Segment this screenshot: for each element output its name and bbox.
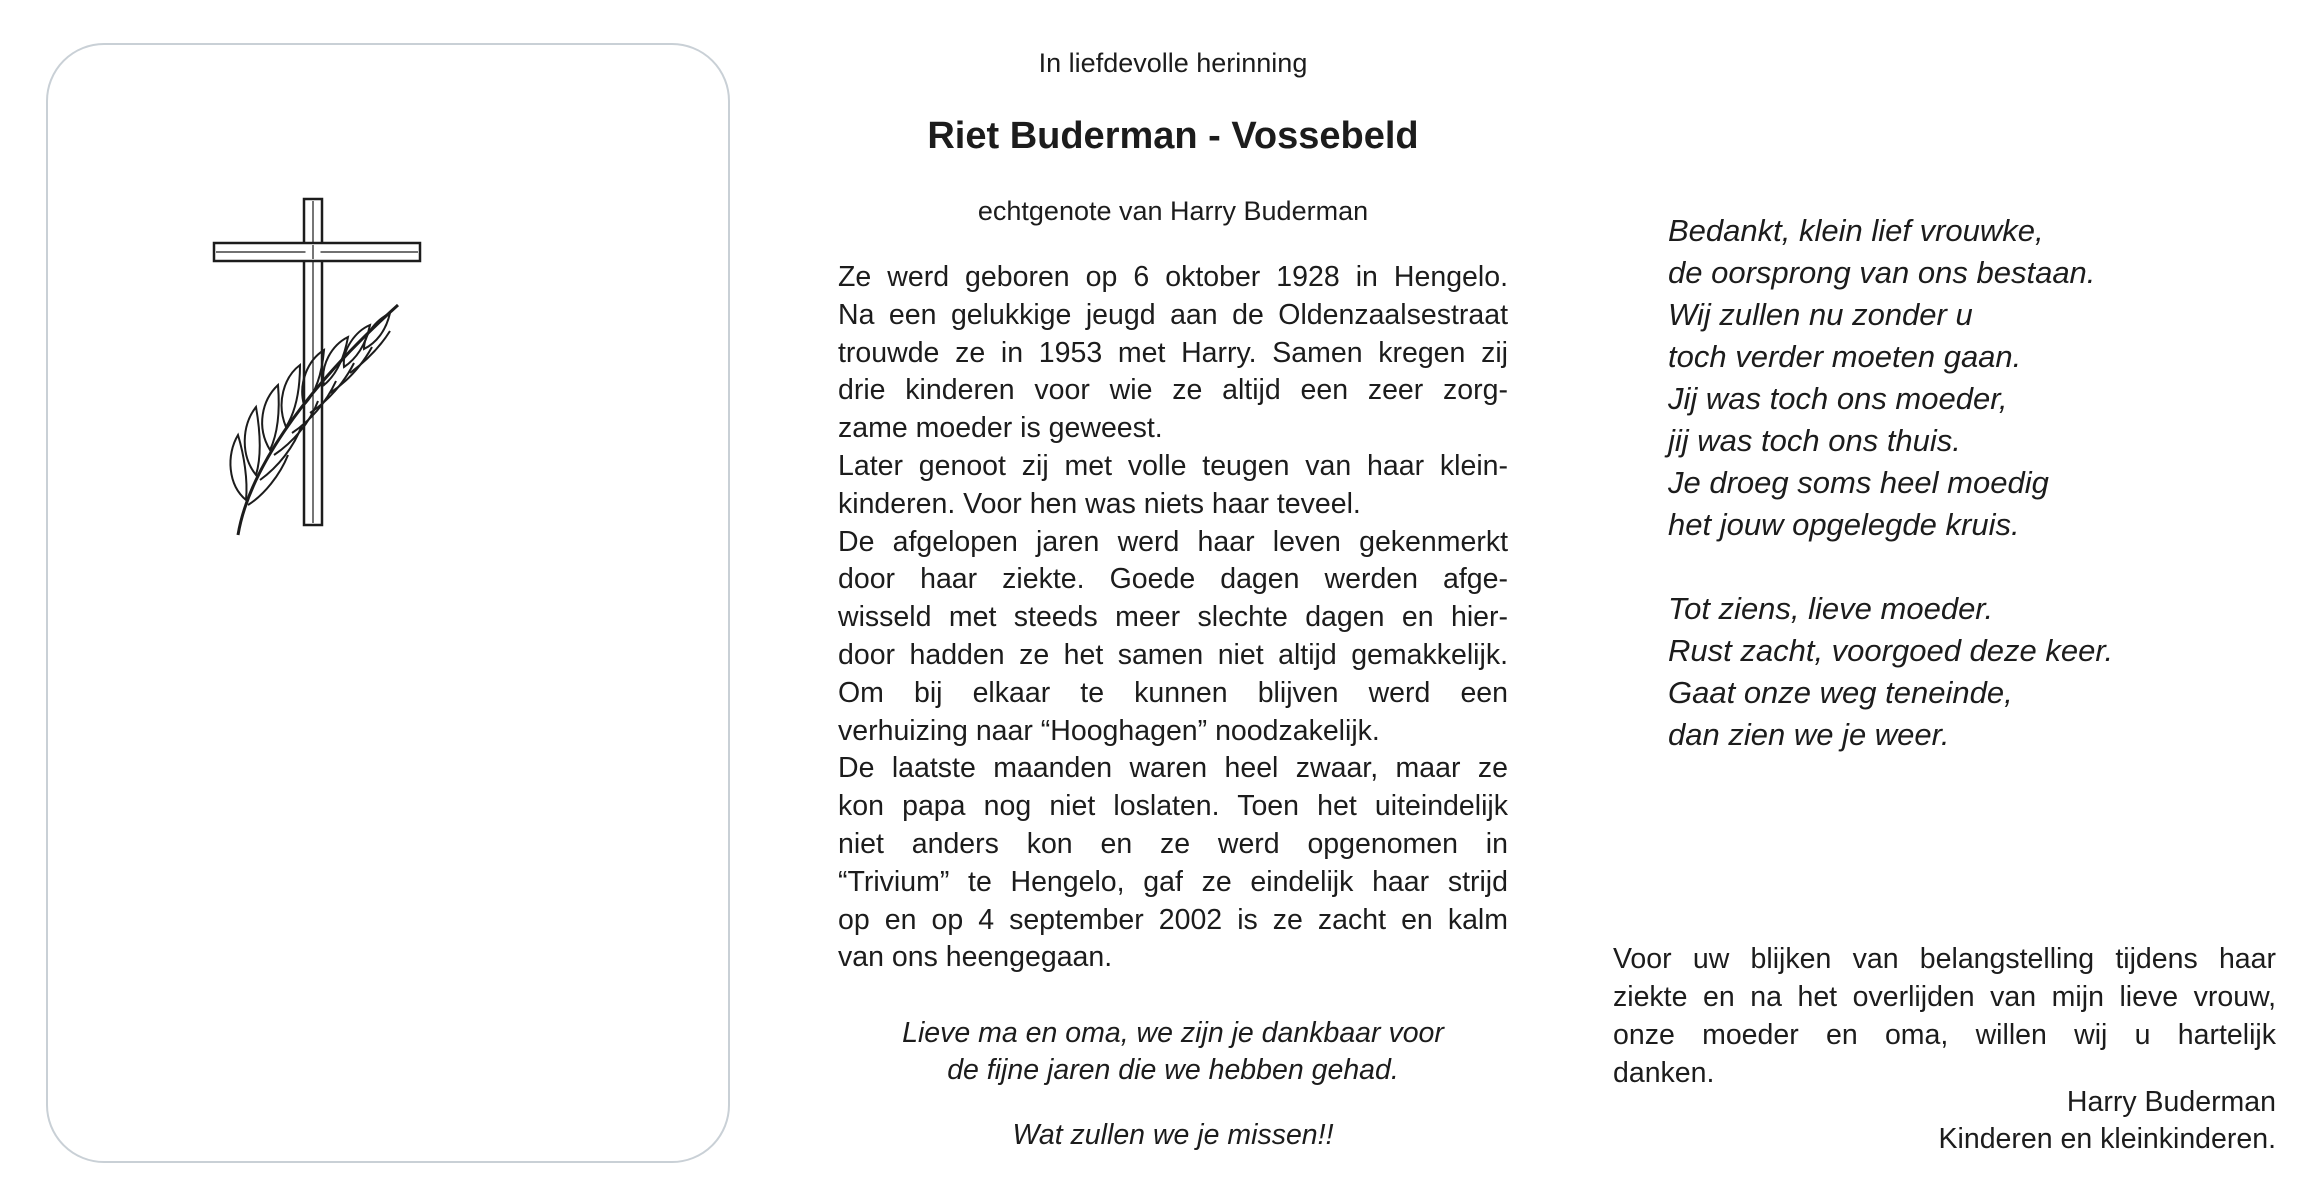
- biography: [838, 259, 1508, 977]
- bio-line: wisseld met steeds meer slechte dagen en hier-: [838, 601, 1508, 634]
- signature-name: Harry Buderman: [2066, 1086, 2276, 1118]
- thanks-line: ziekte en na het overlijden van mijn lieve vrouw,: [1613, 981, 2276, 1013]
- bio-line: Na een gelukkige jeugd aan de Oldenzaalsestraat: [838, 298, 1508, 331]
- poem-line: Jij was toch ons moeder,: [1668, 381, 2008, 416]
- bio-line: kon papa nog niet loslaten. Toen het uiteindelijk: [838, 790, 1508, 823]
- bio-line: kinderen. Voor hen was niets haar teveel.: [838, 487, 1361, 520]
- thanks-line: onze moeder en oma, willen wij u hartelijk: [1613, 1019, 2276, 1051]
- bio-line: van ons heengegaan.: [838, 941, 1113, 974]
- poem-line: de oorsprong van ons bestaan.: [1668, 255, 2096, 290]
- closing-line: de fijne jaren die we hebben gehad.: [947, 1054, 1399, 1087]
- poem-line: Bedankt, klein lief vrouwke,: [1668, 213, 2044, 248]
- bio-line: door haar ziekte. Goede dagen werden afge-: [838, 563, 1508, 596]
- poem-line: Wij zullen nu zonder u: [1668, 297, 1973, 332]
- thank-you-note: [1613, 940, 2276, 1092]
- thanks-line: Voor uw blijken van belangstelling tijdens haar: [1613, 943, 2276, 975]
- deceased-name: Riet Buderman - Vossebeld: [927, 115, 1419, 157]
- signature-block: [1939, 1084, 2276, 1158]
- cross-artwork: [168, 155, 428, 560]
- closing-verse: [838, 1015, 1508, 1089]
- thanks-line: danken.: [1613, 1057, 1715, 1089]
- bio-line: verhuizing naar “Hooghagen” noodzakelijk.: [838, 714, 1380, 747]
- bio-line: “Trivium” te Hengelo, gaf ze eindelijk haar strijd: [838, 865, 1508, 898]
- poem-line: Je droeg soms heel moedig: [1668, 465, 2049, 500]
- closing-exclamation: Wat zullen we je missen!!: [1012, 1119, 1334, 1152]
- poem-line: dan zien we je weer.: [1668, 717, 1950, 752]
- bio-line: trouwde ze in 1953 met Harry. Samen kregen zij: [838, 336, 1508, 369]
- bio-line: Ze werd geboren op 6 oktober 1928 in Hengelo.: [838, 261, 1508, 293]
- bio-line: door hadden ze het samen niet altijd gemakkelijk.: [838, 638, 1508, 671]
- poem-line: Tot ziens, lieve moeder.: [1668, 591, 1994, 626]
- bio-line: Later genoot zij met volle teugen van haar klein-: [838, 449, 1508, 482]
- closing-line: Lieve ma en oma, we zijn je dankbaar voor: [902, 1017, 1444, 1050]
- bio-line: niet anders kon en ze werd opgenomen in: [838, 827, 1508, 860]
- spouse-line: echtgenote van Harry Buderman: [977, 196, 1369, 226]
- bio-line: zame moeder is geweest.: [838, 412, 1163, 445]
- bio-line: Om bij elkaar te kunnen blijven werd een: [838, 676, 1508, 709]
- poem-line: het jouw opgelegde kruis.: [1668, 507, 2020, 542]
- poem-line: Gaat onze weg teneinde,: [1668, 675, 2013, 710]
- poem-line: toch verder moeten gaan.: [1668, 339, 2022, 374]
- bio-line: drie kinderen voor wie ze altijd een zeer zorg-: [838, 374, 1508, 407]
- memorial-card-frame: [46, 43, 730, 1163]
- poem-line: jij was toch ons thuis.: [1668, 423, 1961, 458]
- poem: [1668, 210, 2228, 756]
- bio-line: op en op 4 september 2002 is ze zacht en kalm: [838, 903, 1508, 936]
- signature-family: Kinderen en kleinkinderen.: [1938, 1123, 2276, 1155]
- cross-icon: [168, 155, 428, 555]
- stanza-gap: [1668, 546, 2228, 588]
- bio-line: De afgelopen jaren werd haar leven gekenmerkt: [838, 525, 1508, 558]
- memorial-heading: In liefdevolle herinning: [1038, 48, 1308, 78]
- bio-line: De laatste maanden waren heel zwaar, maar ze: [838, 752, 1508, 785]
- obituary-column: [838, 40, 1508, 1152]
- poem-line: Rust zacht, voorgoed deze keer.: [1668, 633, 2114, 668]
